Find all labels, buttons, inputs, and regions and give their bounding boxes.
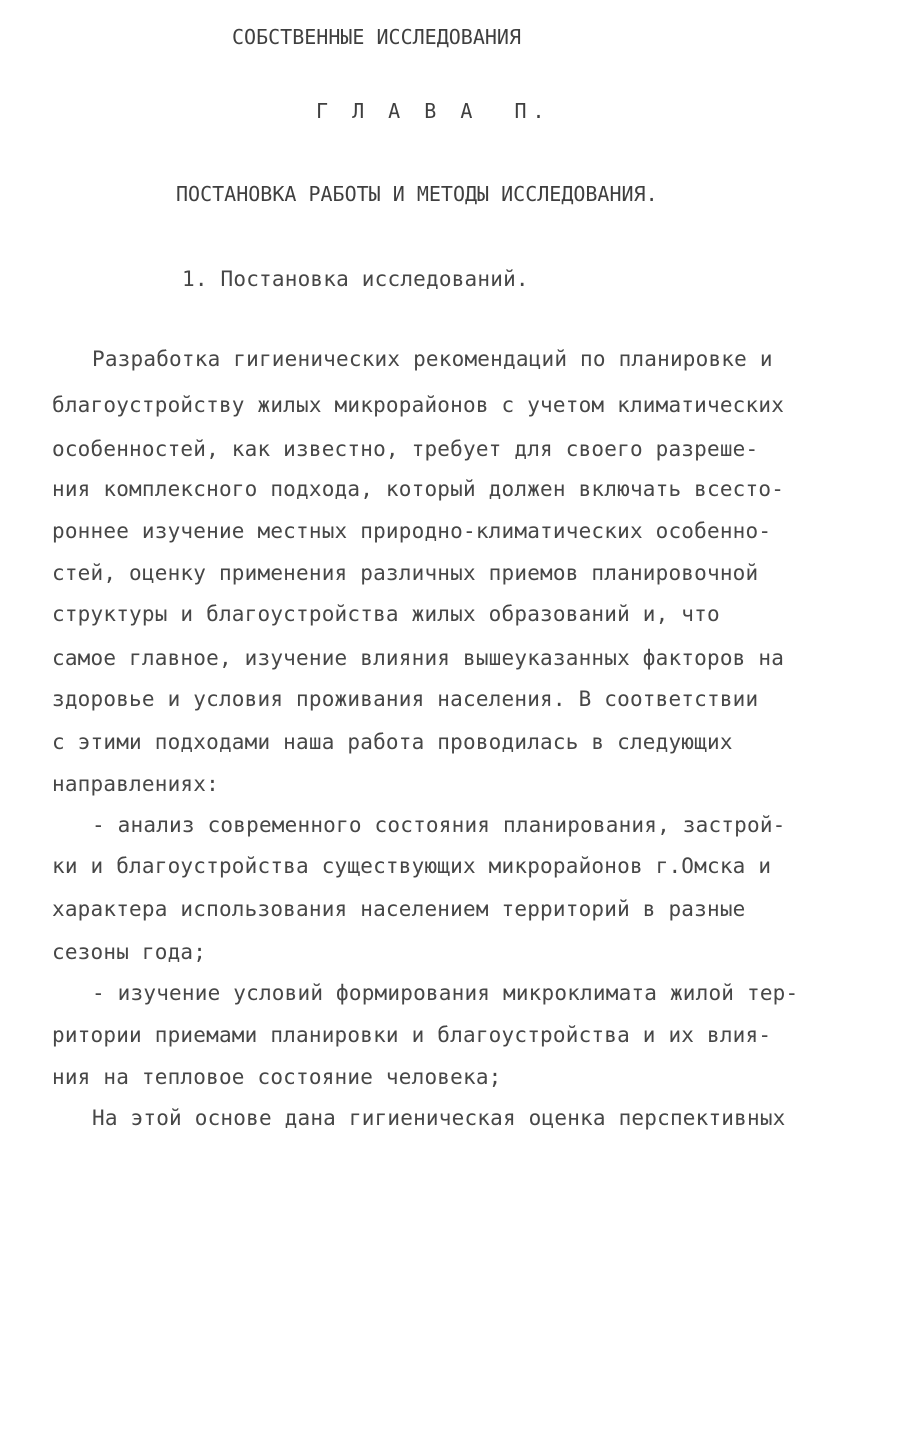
body-line: роннее изучение местных природно-климатических особенно- (52, 519, 772, 543)
body-line: характера использования населением территорий в разные (52, 897, 746, 921)
body-line: Разработка гигиенических рекомендаций по планировке и (92, 347, 773, 371)
section-title: СОБСТВЕННЫЕ ИССЛЕДОВАНИЯ (232, 25, 521, 49)
body-line: ки и благоустройства существующих микрорайонов г.Омска и (52, 854, 772, 878)
body-line: направлениях: (52, 772, 219, 796)
body-line: с этими подходами наша работа проводилась в следующих (52, 730, 733, 754)
body-line: структуры и благоустройства жилых образований и, что (52, 602, 720, 626)
body-line: - изучение условий формирования микроклимата жилой тер- (92, 981, 799, 1005)
body-line: - анализ современного состояния планирования, застрой- (92, 813, 786, 837)
chapter-subtitle: ПОСТАНОВКА РАБОТЫ И МЕТОДЫ ИССЛЕДОВАНИЯ. (176, 182, 658, 206)
body-line: ния на тепловое состояние человека; (52, 1065, 502, 1089)
body-line: сезоны года; (52, 940, 207, 964)
body-line: особенностей, как известно, требует для своего разреше- (52, 437, 759, 461)
body-line: ритории приемами планировки и благоустройства и их влия- (52, 1023, 772, 1047)
body-line: самое главное, изучение влияния вышеуказанных факторов на (52, 646, 785, 670)
body-line: стей, оценку применения различных приемов планировочной (52, 561, 759, 585)
body-line: ния комплексного подхода, который должен включать всесто- (52, 477, 785, 501)
subsection-title: 1. Постановка исследований. (182, 267, 529, 291)
chapter-title: Г Л А В А П. (316, 99, 551, 123)
body-line: здоровье и условия проживания населения. В соответствии (52, 687, 759, 711)
body-line: На этой основе дана гигиеническая оценка перспективных (92, 1106, 786, 1130)
body-line: благоустройству жилых микрорайонов с учетом климатических (52, 393, 785, 417)
